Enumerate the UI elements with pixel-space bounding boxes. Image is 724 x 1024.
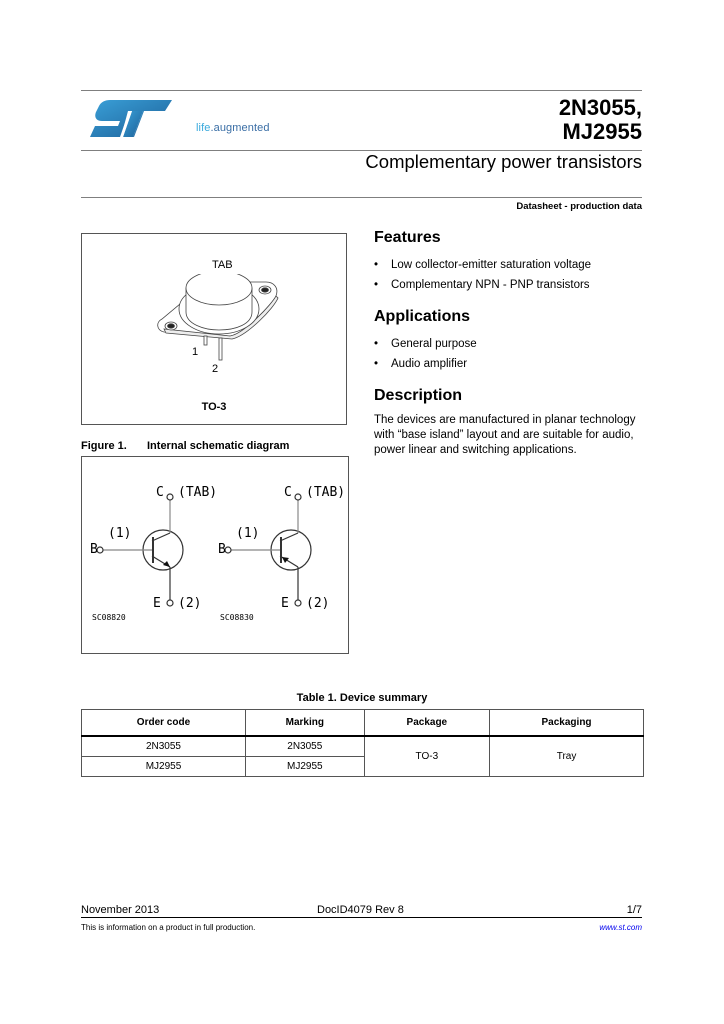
table-1-caption: Table 1. Device summary: [296, 692, 428, 704]
pnp-base-label: B: [218, 542, 226, 557]
pnp-emitter-pin: (2): [306, 596, 330, 611]
footer-rule: [81, 917, 642, 918]
features-list: [374, 255, 644, 295]
pnp-code: SC08830: [220, 613, 254, 622]
header-packaging: Packaging: [490, 710, 644, 737]
figure-title: Internal schematic diagram: [147, 440, 290, 452]
pnp-emitter-label: E: [281, 596, 289, 611]
header-top-rule: [81, 90, 642, 91]
logo-tagline: life.augmented: [196, 122, 270, 134]
npn-base-pin: (1): [108, 526, 132, 541]
npn-base-label: B: [90, 542, 98, 557]
footer-production-note: This is information on a product in full production.: [81, 923, 256, 932]
device-summary-table: [81, 709, 644, 777]
table-row: [82, 736, 644, 757]
package-name: TO-3: [201, 401, 227, 413]
footer-date: November 2013: [81, 904, 160, 916]
cell-marking: MJ2955: [245, 757, 364, 777]
npn-collector-label: C: [156, 485, 164, 500]
cell-marking: 2N3055: [245, 736, 364, 757]
cell-order-code: 2N3055: [82, 736, 246, 757]
pin-1-label: 1: [192, 346, 199, 358]
pnp-collector-pin: (TAB): [306, 485, 346, 500]
pnp-base-pin: (1): [236, 526, 260, 541]
npn-collector-pin: (TAB): [178, 485, 218, 500]
cell-package: TO-3: [364, 736, 489, 777]
figure-number: Figure 1.: [81, 440, 127, 452]
cell-order-code: MJ2955: [82, 757, 246, 777]
description-text: The devices are manufactured in planar technology with “base island” layout and are suitable for audio, power linear and switching applications.: [374, 414, 636, 456]
applications-heading: Applications: [374, 308, 471, 325]
table-header-row: [82, 710, 644, 737]
datasheet-type: Datasheet - production data: [516, 201, 642, 212]
schematic-diagram: [81, 456, 349, 654]
cell-packaging: Tray: [490, 736, 644, 777]
header-order-code: Order code: [82, 710, 246, 737]
tab-label: TAB: [212, 259, 233, 271]
feature-item: • Complementary NPN - PNP transistors: [374, 275, 644, 295]
st-logo-icon: [88, 97, 172, 143]
npn-emitter-label: E: [153, 596, 161, 611]
footer-doc-id: DocID4079 Rev 8: [317, 904, 404, 916]
pnp-collector-label: C: [284, 485, 292, 500]
pin-2-label: 2: [212, 363, 219, 375]
features-heading: Features: [374, 229, 441, 246]
title-line-2: MJ2955: [562, 119, 642, 144]
application-item: • General purpose: [374, 334, 644, 354]
application-item: • Audio amplifier: [374, 354, 644, 374]
npn-code: SC08820: [92, 613, 126, 622]
header-marking: Marking: [245, 710, 364, 737]
st-logo: [88, 97, 268, 145]
page-subtitle: Complementary power transistors: [365, 151, 642, 172]
page-title: [559, 96, 642, 144]
to3-package-drawing: [152, 274, 282, 374]
header-bottom-rule: [81, 197, 642, 198]
description-heading: Description: [374, 387, 463, 404]
header-package: Package: [364, 710, 489, 737]
package-figure: [81, 233, 347, 425]
website-link[interactable]: www.st.com: [599, 923, 642, 932]
figure-1-caption: [81, 440, 289, 452]
footer-page-number: 1/7: [626, 904, 642, 916]
npn-emitter-pin: (2): [178, 596, 202, 611]
applications-list: [374, 334, 644, 374]
title-line-1: 2N3055,: [558, 95, 642, 120]
feature-item: • Low collector-emitter saturation voltage: [374, 255, 644, 275]
